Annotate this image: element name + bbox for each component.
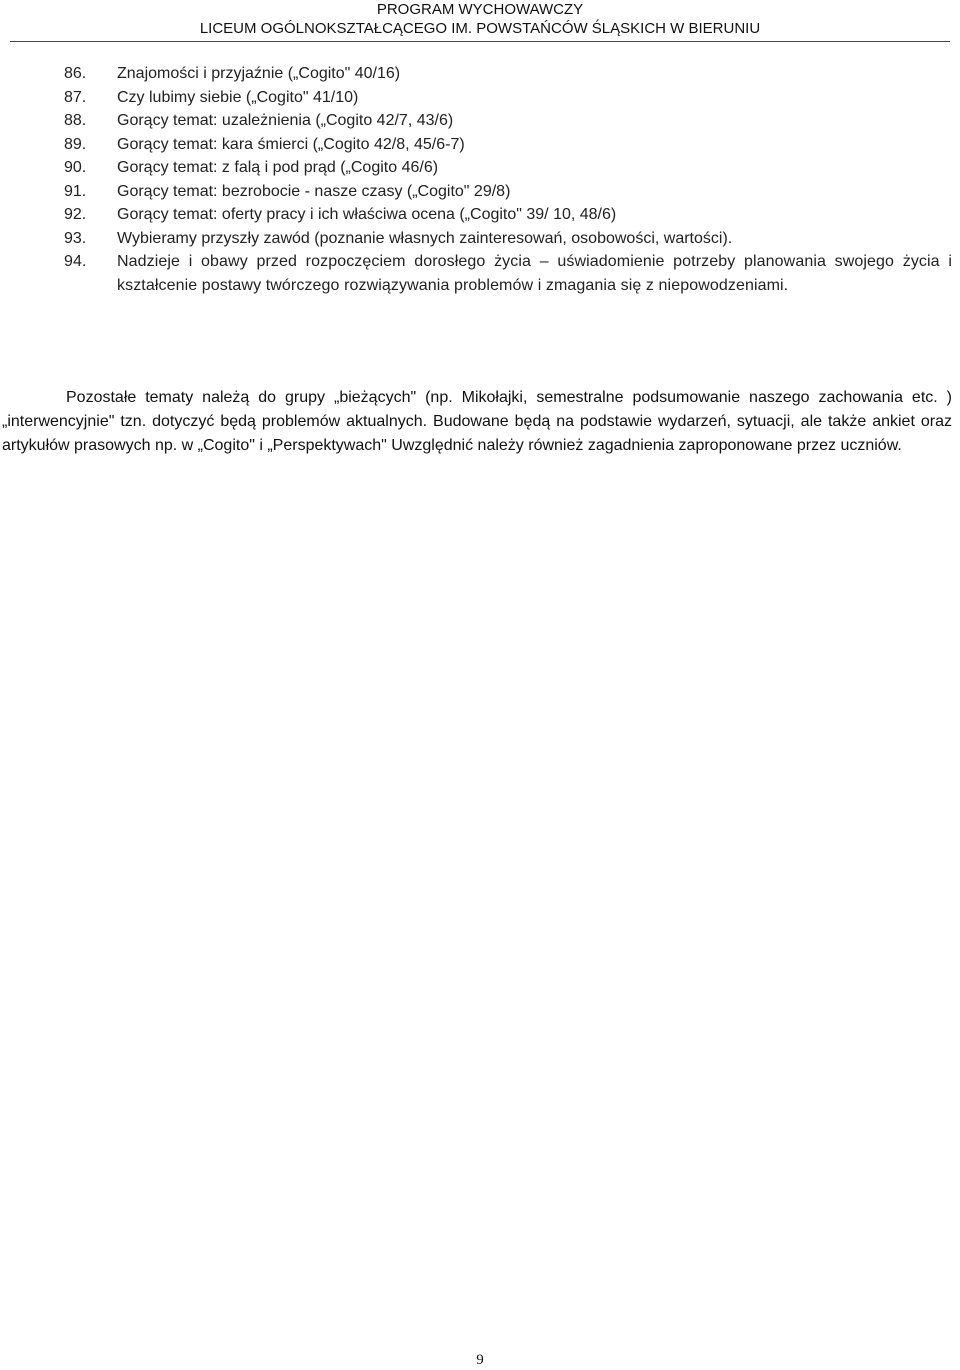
list-item-text: Nadzieje i obawy przed rozpoczęciem dorosłego życia – uświadomienie potrzeby planowania swojego życia i kształcenie postawy twórczego rozwiązywania problemów i zmagania się z niepowodzeniami. [117,253,952,294]
list-item-number: 87. [64,88,87,106]
closing-paragraph: Pozostałe tematy należą do grupy „bieżących" (np. Mikołajki, semestralne podsumowanie naszego zachowania etc. ) „interwencyjnie" tzn. dotyczyć będą problemów aktualnych. Budowane będą na podstawie wydarzeń, sytuacji, ale także ankiet oraz artykułów prasowych np. w „Cogito" i „Perspektywach" Uwzględnić należy również zagadnienia zaproponowane przez uczniów. [2,389,952,454]
list-item [64,86,952,110]
topic-list [64,62,952,297]
header-divider [10,41,950,42]
list-item-number: 92. [64,206,87,223]
list-item [64,180,952,204]
list-item-text: Gorący temat: bezrobocie - nasze czasy („Cogito" 29/8) [117,182,511,200]
list-item-number: 91. [64,182,87,200]
list-item-text: Czy lubimy siebie („Cogito" 41/10) [117,88,359,106]
list-item-number: 89. [64,135,87,153]
list-item-text: Gorący temat: z falą i pod prąd („Cogito 46/6) [117,159,439,176]
list-item-number: 88. [64,112,87,129]
list-item [64,203,952,227]
list-item-number: 90. [64,159,87,176]
list-item-number: 86. [64,65,87,82]
list-item-text: Znajomości i przyjaźnie („Cogito" 40/16) [117,65,401,82]
list-item-number: 93. [64,229,87,247]
header-school-name: LICEUM OGÓLNOKSZTAŁCĄCEGO IM. POWSTAŃCÓW ŚLĄSKICH W BIERUNIU [199,20,761,37]
header-program-title: PROGRAM WYCHOWAWCZY [376,1,584,18]
list-item-text: Wybieramy przyszły zawód (poznanie własnych zainteresowań, osobowości, wartości). [117,229,733,247]
page-number: 9 [476,1352,484,1368]
list-item [64,250,952,297]
list-item [64,62,952,86]
list-item [64,133,952,157]
list-item [64,227,952,251]
page-header [0,0,960,38]
list-item-text: Gorący temat: uzależnienia („Cogito 42/7, 43/6) [117,112,454,129]
list-item [64,109,952,133]
list-item [64,156,952,180]
list-item-number: 94. [64,253,87,270]
list-item-text: Gorący temat: oferty pracy i ich właściwa ocena („Cogito" 39/ 10, 48/6) [117,206,617,223]
list-item-text: Gorący temat: kara śmierci („Cogito 42/8, 45/6-7) [117,135,465,153]
